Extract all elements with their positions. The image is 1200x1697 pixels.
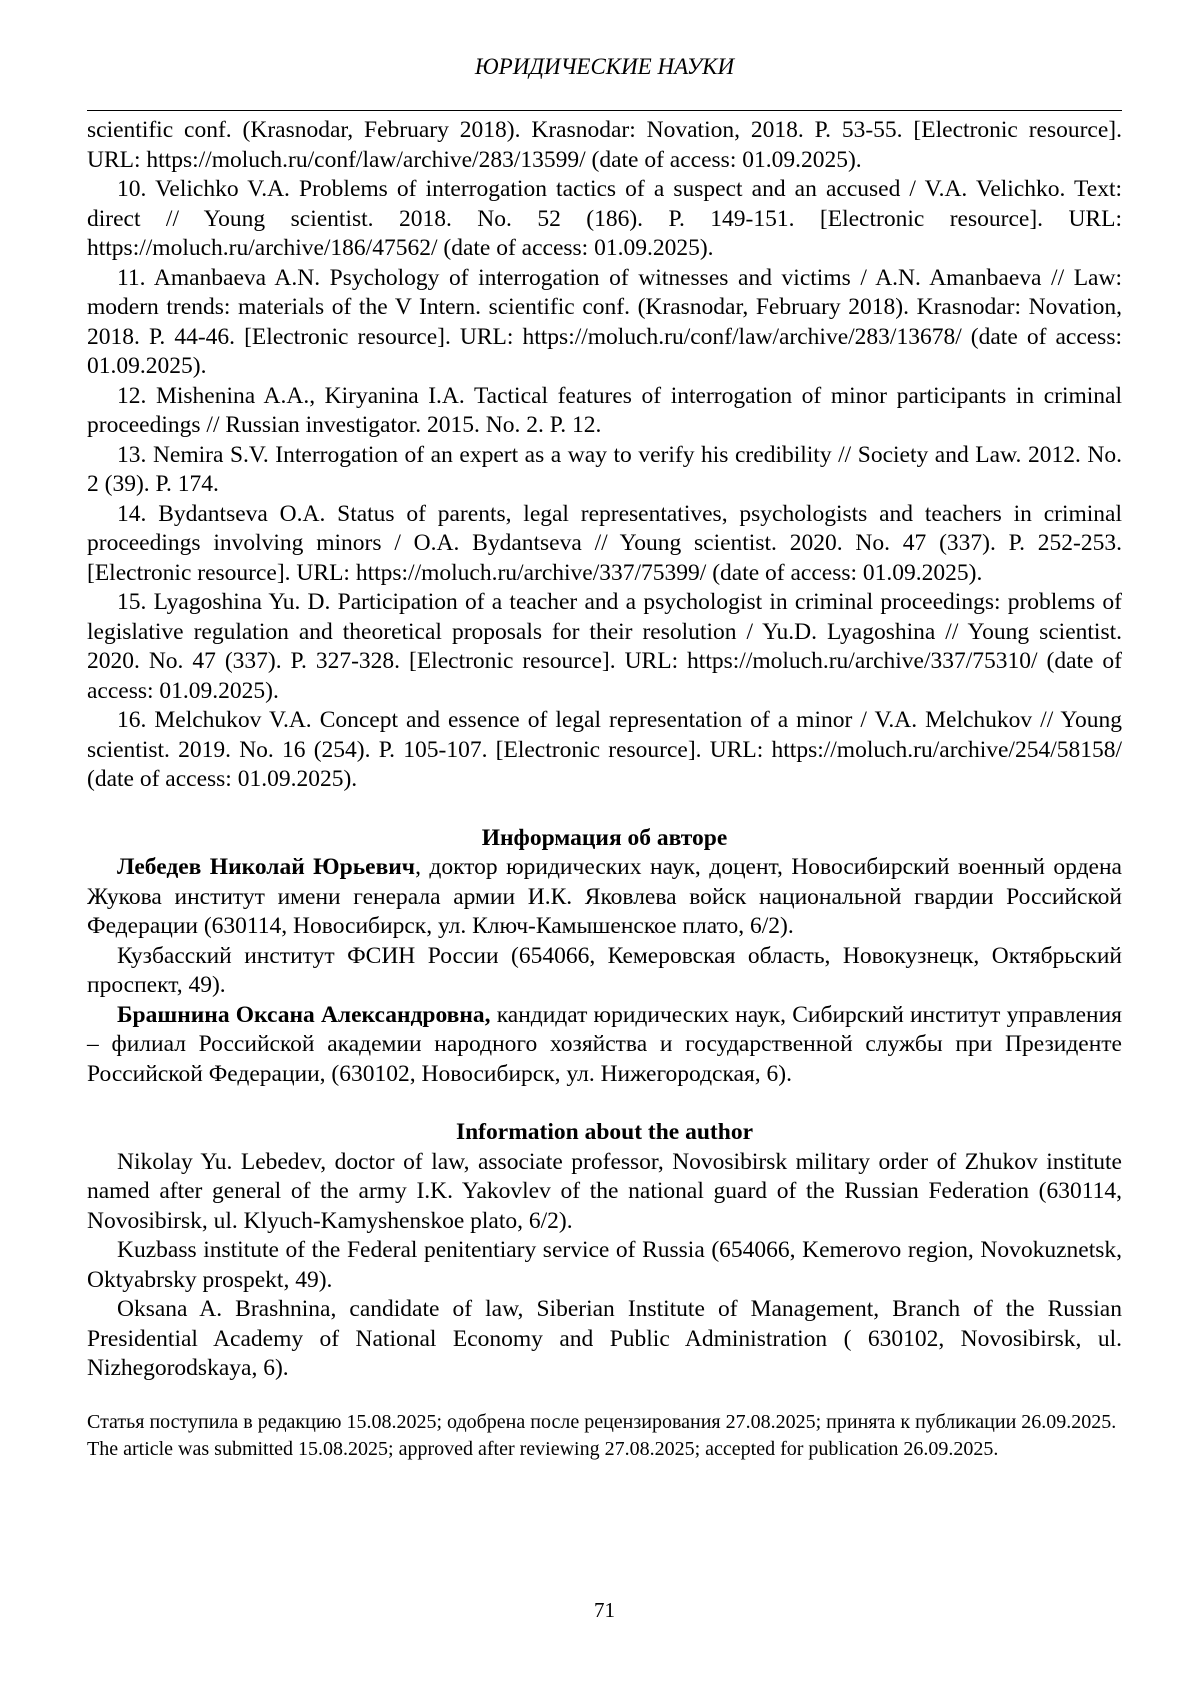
reference-number: 15. bbox=[117, 589, 147, 615]
reference-item-12 bbox=[87, 382, 1122, 441]
publication-dates-en: The article was submitted 15.08.2025; approved after reviewing 27.08.2025; accepted for publication 26.09.2025. bbox=[87, 1437, 999, 1460]
reference-text: Amanbaeva A.N. Psychology of interrogation of witnesses and victims / A.N. Amanbaeva // Law: modern trends: materials of the V Intern. scientific conf. (Krasnodar, February 2018). Krasnodar: Novation, 2018. P. 44-46. [Electronic resource]. URL: https://moluch.ru/conf/law/archive/283/13678/ (date of access: 01.09.2025). bbox=[87, 264, 1122, 379]
page-number: 71 bbox=[594, 1598, 615, 1622]
section-title-en: Information about the author bbox=[455, 1119, 754, 1145]
reference-number: 10. bbox=[117, 176, 147, 202]
publication-dates bbox=[87, 1409, 1122, 1463]
reference-number: 11. bbox=[117, 264, 146, 291]
reference-item-15 bbox=[87, 588, 1122, 706]
author-info-ru bbox=[87, 824, 1122, 1090]
author-1-affiliation-ru: , доктор юридических наук, доцент, Новосибирский военный ордена Жукова институт имени генерала армии И.К. Яковлева войск национальной гвардии Российской Федерации (630114, Новосибирск, ул. Ключ-Камышенское плато, 6/2). bbox=[87, 854, 1122, 939]
author-1-ru bbox=[87, 853, 1122, 942]
references-list bbox=[87, 116, 1122, 795]
reference-item-11 bbox=[87, 264, 1122, 382]
reference-text: Mishenina A.A., Kiryanina I.A. Tactical features of interrogation of minor participants in criminal proceedings // Russian investigator. 2015. No. 2. P. 12. bbox=[87, 382, 1122, 438]
reference-text: Velichko V.A. Problems of interrogation tactics of a suspect and an accused / V.A. Velichko. Text: direct // Young scientist. 2018. No. 52 (186). P. 149-151. [Electronic resource]. URL: https://moluch.ru/archive/186/47562/ (date of access: 01.09.2025). bbox=[87, 176, 1123, 261]
author-info-en bbox=[87, 1118, 1122, 1384]
reference-item-16 bbox=[87, 706, 1122, 795]
reference-text: Nemira S.V. Interrogation of an expert as a way to verify his credibility // Society and Law. 2012. No. 2 (39). P. 174. bbox=[87, 441, 1122, 497]
reference-continuation: scientific conf. (Krasnodar, February 2018). Krasnodar: Novation, 2018. P. 53-55. [Electronic resource]. URL: https://moluch.ru/conf/law/archive/283/13599/ (date of access: 01.09.2025). bbox=[87, 117, 1122, 173]
header-divider bbox=[87, 110, 1122, 111]
reference-number: 14. bbox=[117, 500, 147, 527]
author-2-affiliation-ru: кандидат юридических наук, Сибирский институт управления – филиал Российской академии народного хозяйства и государственной службы при Президенте Российской Федерации, (630102, Новосибирск, ул. Нижегородская, 6). bbox=[87, 1001, 1122, 1087]
reference-number: 12. bbox=[117, 382, 147, 409]
reference-item-13 bbox=[87, 441, 1122, 500]
reference-item-10 bbox=[87, 175, 1122, 264]
author-1-en: Nikolay Yu. Lebedev, doctor of law, associate professor, Novosibirsk military order of Zhukov institute named after general of the army I.K. Yakovlev of the national guard of the Russian Federation (630114, Novosibirsk, ul. Klyuch-Kamyshenskoe plato, 6/2). bbox=[87, 1148, 1122, 1234]
author-1-affiliation-2-en: Kuzbass institute of the Federal penitentiary service of Russia (654066, Kemerovo region, Novokuznetsk, Oktyabrsky prospekt, 49). bbox=[87, 1237, 1122, 1293]
running-head: ЮРИДИЧЕСКИЕ НАУКИ bbox=[474, 54, 735, 79]
reference-text: Lyagoshina Yu. D. Participation of a teacher and a psychologist in criminal proceedings: problems of legislative regulation and theoretical proposals for their resolution / Yu.D. Lyagoshina // Young scientist. 2020. No. 47 (337). P. 327-328. [Electronic resource]. URL: https://moluch.ru/archive/337/75310/ (date of access: 01.09.2025). bbox=[87, 589, 1122, 704]
author-1-name-ru: Лебедев Николай Юрьевич bbox=[117, 854, 416, 880]
publication-dates-ru: Статья поступила в редакцию 15.08.2025; одобрена после рецензирования 27.08.2025; принята к публикации 26.09.2025. bbox=[87, 1410, 1117, 1433]
reference-text: Bydantseva O.A. Status of parents, legal representatives, psychologists and teachers in criminal proceedings involving minors / O.A. Bydantseva // Young scientist. 2020. No. 47 (337). P. 252-253. [Electronic resource]. URL: https://moluch.ru/archive/337/75399/ (date of access: 01.09.2025). bbox=[87, 500, 1123, 586]
reference-item-14 bbox=[87, 500, 1122, 589]
author-2-name-ru: Брашнина Оксана Александровна, bbox=[117, 1001, 491, 1028]
reference-number: 13. bbox=[117, 441, 147, 468]
author-2-en: Oksana A. Brashnina, candidate of law, Siberian Institute of Management, Branch of the Russian Presidential Academy of National Economy and Public Administration ( 630102, Novosibirsk, ul. Nizhegorodskaya, 6). bbox=[87, 1296, 1122, 1381]
section-title-ru: Информация об авторе bbox=[481, 824, 728, 851]
reference-number: 16. bbox=[117, 707, 147, 733]
page-body bbox=[87, 116, 1122, 1463]
author-1-affiliation-2-ru: Кузбасский институт ФСИН России (654066, Кемеровская область, Новокузнецк, Октябрьский проспект, 49). bbox=[87, 942, 1122, 998]
author-2-ru bbox=[87, 1001, 1122, 1090]
reference-text: Melchukov V.A. Concept and essence of legal representation of a minor / V.A. Melchukov // Young scientist. 2019. No. 16 (254). P. 105-107. [Electronic resource]. URL: https://moluch.ru/archive/254/58158/ (date of access: 01.09.2025). bbox=[87, 707, 1122, 792]
